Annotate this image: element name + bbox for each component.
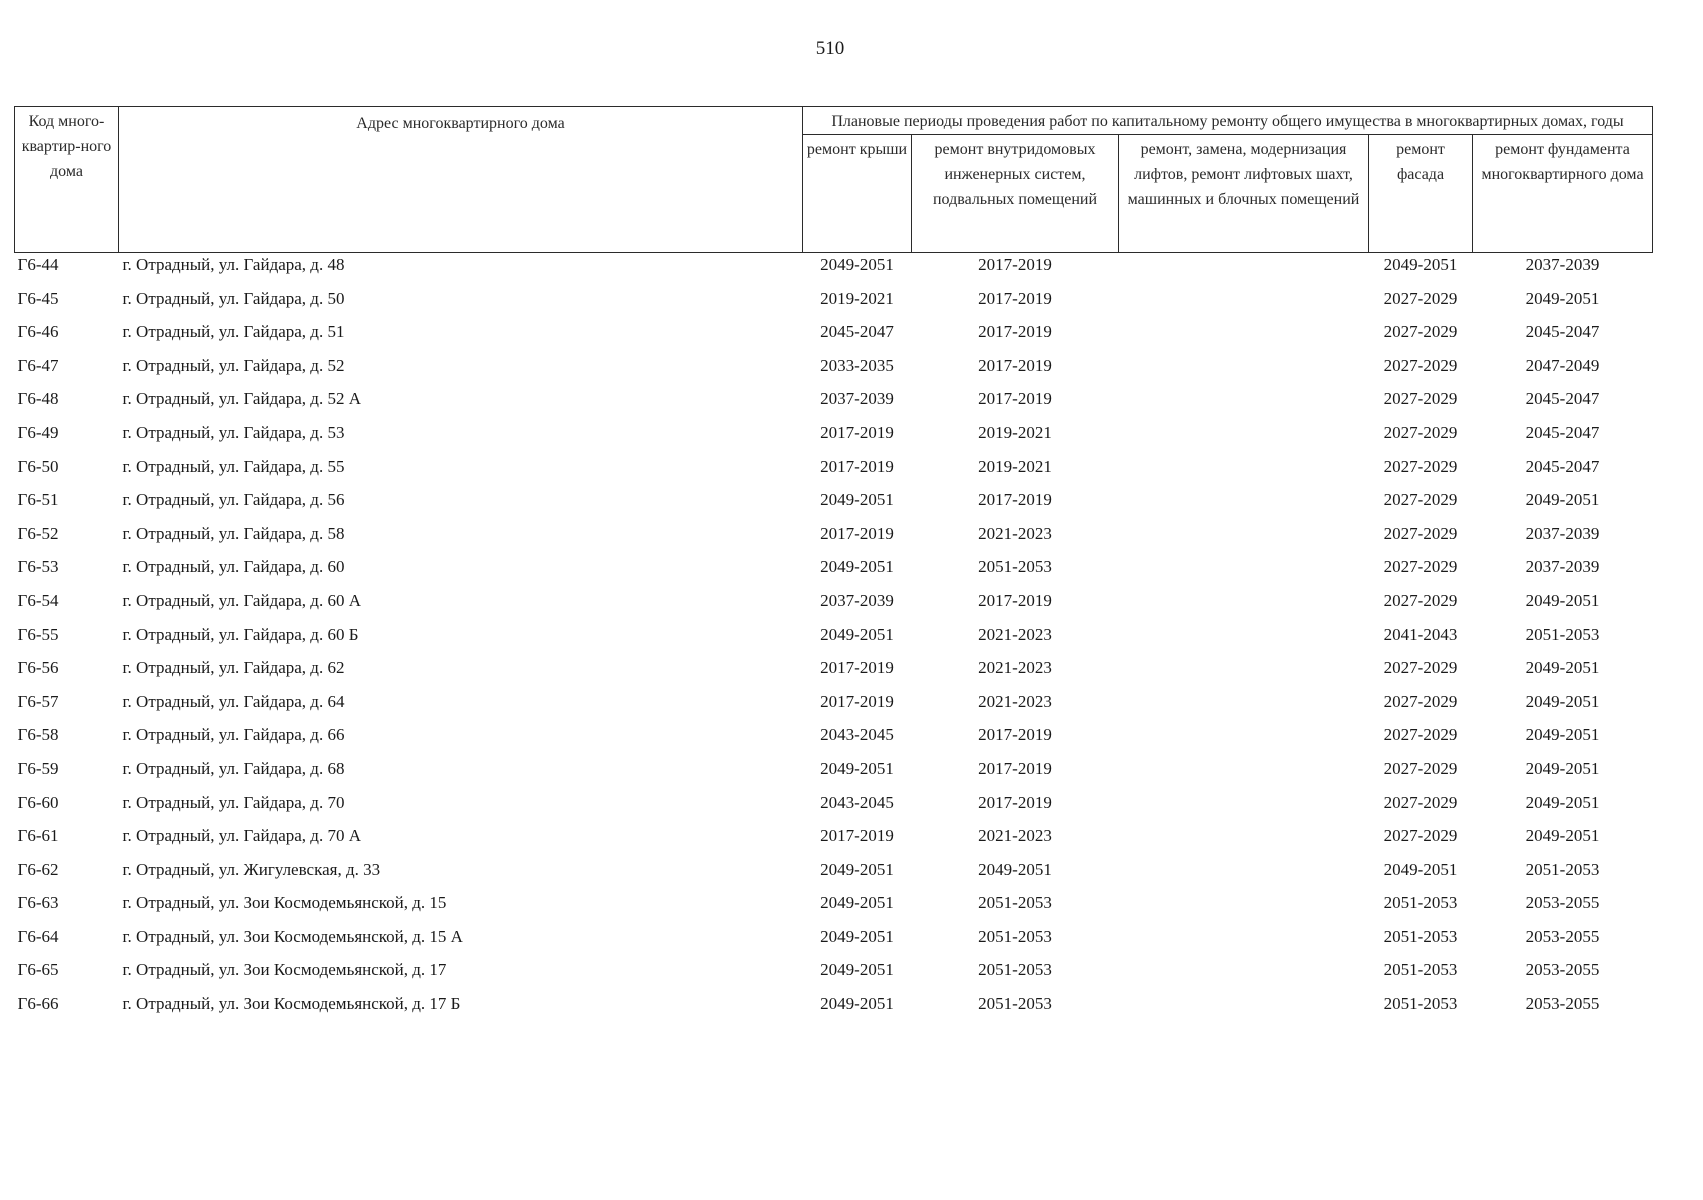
cell-code: Г6-54 bbox=[17, 590, 59, 610]
cell-code: Г6-64 bbox=[17, 926, 59, 946]
cell-elevators bbox=[1119, 287, 1369, 321]
header-code: Код много-квартир-ного дома bbox=[15, 107, 119, 253]
cell-roof: 2045-2047 bbox=[820, 322, 894, 342]
cell-engineering: 2017-2019 bbox=[978, 590, 1052, 610]
table-row bbox=[15, 555, 1653, 589]
cell-facade: 2027-2029 bbox=[1383, 288, 1458, 308]
cell-code: Г6-48 bbox=[17, 389, 59, 409]
cell-facade: 2027-2029 bbox=[1383, 456, 1458, 476]
cell-code: Г6-52 bbox=[17, 523, 59, 543]
cell-facade: 2027-2029 bbox=[1383, 322, 1458, 342]
cell-engineering: 2051-2053 bbox=[978, 557, 1052, 577]
cell-engineering: 2017-2019 bbox=[978, 288, 1052, 308]
header-roof: ремонт крыши bbox=[803, 135, 912, 253]
table-row bbox=[15, 455, 1653, 489]
cell-facade: 2051-2053 bbox=[1383, 994, 1458, 1014]
cell-engineering: 2019-2021 bbox=[978, 422, 1052, 442]
cell-roof: 2049-2051 bbox=[820, 758, 894, 778]
cell-code: Г6-53 bbox=[17, 557, 59, 577]
table-row bbox=[15, 287, 1653, 321]
cell-code: Г6-58 bbox=[17, 725, 59, 745]
cell-foundation: 2053-2055 bbox=[1525, 926, 1600, 946]
cell-facade: 2027-2029 bbox=[1383, 389, 1458, 409]
cell-address: г. Отрадный, ул. Гайдара, д. 70 bbox=[122, 792, 345, 812]
cell-engineering: 2051-2053 bbox=[978, 893, 1052, 913]
cell-address: г. Отрадный, ул. Жигулевская, д. 33 bbox=[122, 859, 381, 879]
cell-roof: 2019-2021 bbox=[820, 288, 894, 308]
cell-elevators bbox=[1119, 992, 1369, 1026]
cell-address: г. Отрадный, ул. Гайдара, д. 48 bbox=[122, 255, 345, 274]
cell-roof: 2017-2019 bbox=[820, 422, 894, 442]
cell-foundation: 2037-2039 bbox=[1525, 255, 1600, 274]
cell-address: г. Отрадный, ул. Гайдара, д. 62 bbox=[122, 658, 345, 678]
cell-address: г. Отрадный, ул. Гайдара, д. 66 bbox=[122, 725, 345, 745]
cell-engineering: 2021-2023 bbox=[978, 523, 1052, 543]
cell-elevators bbox=[1119, 354, 1369, 388]
cell-code: Г6-50 bbox=[17, 456, 59, 476]
cell-engineering: 2019-2021 bbox=[978, 456, 1052, 476]
cell-address: г. Отрадный, ул. Зои Космодемьянской, д. 17 bbox=[122, 960, 447, 980]
cell-foundation: 2053-2055 bbox=[1525, 994, 1600, 1014]
cell-elevators bbox=[1119, 723, 1369, 757]
cell-elevators bbox=[1119, 320, 1369, 354]
cell-roof: 2049-2051 bbox=[820, 624, 894, 644]
cell-address: г. Отрадный, ул. Гайдара, д. 56 bbox=[122, 490, 345, 510]
cell-code: Г6-57 bbox=[17, 691, 59, 711]
cell-roof: 2049-2051 bbox=[820, 557, 894, 577]
cell-code: Г6-45 bbox=[17, 288, 59, 308]
cell-engineering: 2051-2053 bbox=[978, 926, 1052, 946]
table-row bbox=[15, 623, 1653, 657]
cell-roof: 2049-2051 bbox=[820, 926, 894, 946]
table-row bbox=[15, 253, 1653, 287]
cell-code: Г6-44 bbox=[17, 255, 59, 274]
capital-repair-schedule-table bbox=[14, 106, 1653, 1026]
cell-facade: 2027-2029 bbox=[1383, 826, 1458, 846]
cell-elevators bbox=[1119, 522, 1369, 556]
cell-engineering: 2021-2023 bbox=[978, 826, 1052, 846]
cell-engineering: 2017-2019 bbox=[978, 389, 1052, 409]
cell-code: Г6-55 bbox=[17, 624, 59, 644]
cell-elevators bbox=[1119, 958, 1369, 992]
header-foundation: ремонт фундамента многоквартирного дома bbox=[1473, 135, 1653, 253]
cell-roof: 2017-2019 bbox=[820, 826, 894, 846]
cell-roof: 2043-2045 bbox=[820, 725, 894, 745]
table-row bbox=[15, 690, 1653, 724]
cell-engineering: 2049-2051 bbox=[978, 859, 1052, 879]
table-row bbox=[15, 925, 1653, 959]
cell-foundation: 2049-2051 bbox=[1525, 725, 1600, 745]
cell-address: г. Отрадный, ул. Гайдара, д. 60 bbox=[122, 557, 345, 577]
cell-engineering: 2017-2019 bbox=[978, 725, 1052, 745]
cell-code: Г6-61 bbox=[17, 826, 59, 846]
table-row bbox=[15, 589, 1653, 623]
page-number: 510 bbox=[815, 38, 845, 59]
cell-roof: 2049-2051 bbox=[820, 255, 894, 274]
cell-code: Г6-56 bbox=[17, 658, 59, 678]
cell-address: г. Отрадный, ул. Гайдара, д. 52 bbox=[122, 355, 345, 375]
cell-elevators bbox=[1119, 623, 1369, 657]
cell-code: Г6-47 bbox=[17, 355, 59, 375]
cell-roof: 2049-2051 bbox=[820, 859, 894, 879]
cell-code: Г6-60 bbox=[17, 792, 59, 812]
table-row bbox=[15, 421, 1653, 455]
cell-address: г. Отрадный, ул. Гайдара, д. 52 А bbox=[122, 389, 361, 409]
table-row bbox=[15, 891, 1653, 925]
cell-roof: 2017-2019 bbox=[820, 456, 894, 476]
cell-elevators bbox=[1119, 589, 1369, 623]
cell-facade: 2027-2029 bbox=[1383, 691, 1458, 711]
cell-roof: 2049-2051 bbox=[820, 994, 894, 1014]
cell-foundation: 2037-2039 bbox=[1525, 557, 1600, 577]
cell-foundation: 2045-2047 bbox=[1525, 322, 1600, 342]
cell-engineering: 2017-2019 bbox=[978, 355, 1052, 375]
table-row bbox=[15, 958, 1653, 992]
cell-foundation: 2049-2051 bbox=[1525, 691, 1600, 711]
cell-foundation: 2051-2053 bbox=[1525, 859, 1600, 879]
table-row bbox=[15, 723, 1653, 757]
cell-elevators bbox=[1119, 757, 1369, 791]
cell-address: г. Отрадный, ул. Зои Космодемьянской, д. 15 bbox=[122, 893, 447, 913]
cell-code: Г6-63 bbox=[17, 893, 59, 913]
cell-address: г. Отрадный, ул. Гайдара, д. 64 bbox=[122, 691, 345, 711]
cell-elevators bbox=[1119, 858, 1369, 892]
table-row bbox=[15, 387, 1653, 421]
cell-elevators bbox=[1119, 555, 1369, 589]
cell-facade: 2041-2043 bbox=[1383, 624, 1458, 644]
cell-roof: 2033-2035 bbox=[820, 355, 894, 375]
header-facade: ремонт фасада bbox=[1369, 135, 1473, 253]
cell-engineering: 2017-2019 bbox=[978, 758, 1052, 778]
cell-roof: 2049-2051 bbox=[820, 893, 894, 913]
cell-facade: 2027-2029 bbox=[1383, 658, 1458, 678]
cell-code: Г6-66 bbox=[17, 994, 59, 1014]
cell-foundation: 2049-2051 bbox=[1525, 826, 1600, 846]
cell-elevators bbox=[1119, 656, 1369, 690]
cell-engineering: 2051-2053 bbox=[978, 994, 1052, 1014]
cell-address: г. Отрадный, ул. Гайдара, д. 60 Б bbox=[122, 624, 359, 644]
table-row bbox=[15, 488, 1653, 522]
cell-address: г. Отрадный, ул. Зои Космодемьянской, д. 17 Б bbox=[122, 994, 461, 1014]
cell-facade: 2027-2029 bbox=[1383, 725, 1458, 745]
cell-elevators bbox=[1119, 824, 1369, 858]
cell-roof: 2017-2019 bbox=[820, 691, 894, 711]
cell-address: г. Отрадный, ул. Гайдара, д. 58 bbox=[122, 523, 345, 543]
table-row bbox=[15, 791, 1653, 825]
header-elevators: ремонт, замена, модернизация лифтов, ремонт лифтовых шахт, машинных и блочных помещений bbox=[1119, 135, 1369, 253]
cell-code: Г6-46 bbox=[17, 322, 59, 342]
cell-elevators bbox=[1119, 387, 1369, 421]
cell-elevators bbox=[1119, 455, 1369, 489]
table-row bbox=[15, 656, 1653, 690]
cell-facade: 2027-2029 bbox=[1383, 355, 1458, 375]
cell-elevators bbox=[1119, 421, 1369, 455]
cell-roof: 2017-2019 bbox=[820, 523, 894, 543]
cell-foundation: 2053-2055 bbox=[1525, 960, 1600, 980]
header-planned-periods: Плановые периоды проведения работ по капитальному ремонту общего имущества в многоквартирных домах, годы bbox=[803, 107, 1653, 135]
cell-engineering: 2021-2023 bbox=[978, 624, 1052, 644]
cell-facade: 2051-2053 bbox=[1383, 926, 1458, 946]
table-row bbox=[15, 757, 1653, 791]
cell-roof: 2043-2045 bbox=[820, 792, 894, 812]
cell-address: г. Отрадный, ул. Гайдара, д. 70 А bbox=[122, 826, 361, 846]
cell-roof: 2037-2039 bbox=[820, 590, 894, 610]
cell-facade: 2051-2053 bbox=[1383, 960, 1458, 980]
cell-elevators bbox=[1119, 690, 1369, 724]
cell-address: г. Отрадный, ул. Гайдара, д. 55 bbox=[122, 456, 345, 476]
header-address: Адрес многоквартирного дома bbox=[119, 107, 803, 253]
cell-roof: 2049-2051 bbox=[820, 960, 894, 980]
cell-foundation: 2045-2047 bbox=[1525, 422, 1600, 442]
cell-roof: 2049-2051 bbox=[820, 490, 894, 510]
cell-facade: 2027-2029 bbox=[1383, 590, 1458, 610]
cell-facade: 2049-2051 bbox=[1383, 255, 1458, 274]
cell-facade: 2027-2029 bbox=[1383, 557, 1458, 577]
table-row bbox=[15, 824, 1653, 858]
cell-address: г. Отрадный, ул. Гайдара, д. 60 А bbox=[122, 590, 361, 610]
cell-roof: 2037-2039 bbox=[820, 389, 894, 409]
cell-address: г. Отрадный, ул. Гайдара, д. 53 bbox=[122, 422, 345, 442]
cell-foundation: 2051-2053 bbox=[1525, 624, 1600, 644]
cell-engineering: 2017-2019 bbox=[978, 792, 1052, 812]
cell-facade: 2027-2029 bbox=[1383, 523, 1458, 543]
cell-facade: 2027-2029 bbox=[1383, 792, 1458, 812]
cell-engineering: 2017-2019 bbox=[978, 322, 1052, 342]
cell-foundation: 2049-2051 bbox=[1525, 490, 1600, 510]
cell-engineering: 2017-2019 bbox=[978, 255, 1052, 274]
cell-facade: 2027-2029 bbox=[1383, 758, 1458, 778]
cell-foundation: 2049-2051 bbox=[1525, 758, 1600, 778]
cell-code: Г6-62 bbox=[17, 859, 59, 879]
cell-foundation: 2049-2051 bbox=[1525, 658, 1600, 678]
cell-foundation: 2047-2049 bbox=[1525, 355, 1600, 375]
cell-code: Г6-59 bbox=[17, 758, 59, 778]
cell-foundation: 2045-2047 bbox=[1525, 456, 1600, 476]
cell-foundation: 2049-2051 bbox=[1525, 288, 1600, 308]
cell-facade: 2049-2051 bbox=[1383, 859, 1458, 879]
cell-foundation: 2053-2055 bbox=[1525, 893, 1600, 913]
header-engineering: ремонт внутридомовых инженерных систем, подвальных помещений bbox=[912, 135, 1119, 253]
cell-engineering: 2021-2023 bbox=[978, 691, 1052, 711]
cell-address: г. Отрадный, ул. Гайдара, д. 51 bbox=[122, 322, 345, 342]
cell-roof: 2017-2019 bbox=[820, 658, 894, 678]
cell-code: Г6-65 bbox=[17, 960, 59, 980]
cell-elevators bbox=[1119, 488, 1369, 522]
cell-elevators bbox=[1119, 891, 1369, 925]
cell-facade: 2027-2029 bbox=[1383, 490, 1458, 510]
table-body bbox=[15, 253, 1653, 1026]
cell-elevators bbox=[1119, 925, 1369, 959]
table-row bbox=[15, 992, 1653, 1026]
table-row bbox=[15, 320, 1653, 354]
cell-foundation: 2045-2047 bbox=[1525, 389, 1600, 409]
cell-engineering: 2051-2053 bbox=[978, 960, 1052, 980]
cell-address: г. Отрадный, ул. Зои Космодемьянской, д. 15 А bbox=[122, 926, 463, 946]
cell-code: Г6-51 bbox=[17, 490, 59, 510]
table-row bbox=[15, 354, 1653, 388]
table-header bbox=[15, 107, 1653, 253]
cell-elevators bbox=[1119, 253, 1369, 287]
cell-engineering: 2021-2023 bbox=[978, 658, 1052, 678]
cell-code: Г6-49 bbox=[17, 422, 59, 442]
cell-address: г. Отрадный, ул. Гайдара, д. 50 bbox=[122, 288, 345, 308]
table-row bbox=[15, 858, 1653, 892]
cell-foundation: 2049-2051 bbox=[1525, 590, 1600, 610]
cell-engineering: 2017-2019 bbox=[978, 490, 1052, 510]
cell-foundation: 2037-2039 bbox=[1525, 523, 1600, 543]
cell-facade: 2051-2053 bbox=[1383, 893, 1458, 913]
table-row bbox=[15, 522, 1653, 556]
cell-address: г. Отрадный, ул. Гайдара, д. 68 bbox=[122, 758, 345, 778]
cell-foundation: 2049-2051 bbox=[1525, 792, 1600, 812]
cell-facade: 2027-2029 bbox=[1383, 422, 1458, 442]
cell-elevators bbox=[1119, 791, 1369, 825]
